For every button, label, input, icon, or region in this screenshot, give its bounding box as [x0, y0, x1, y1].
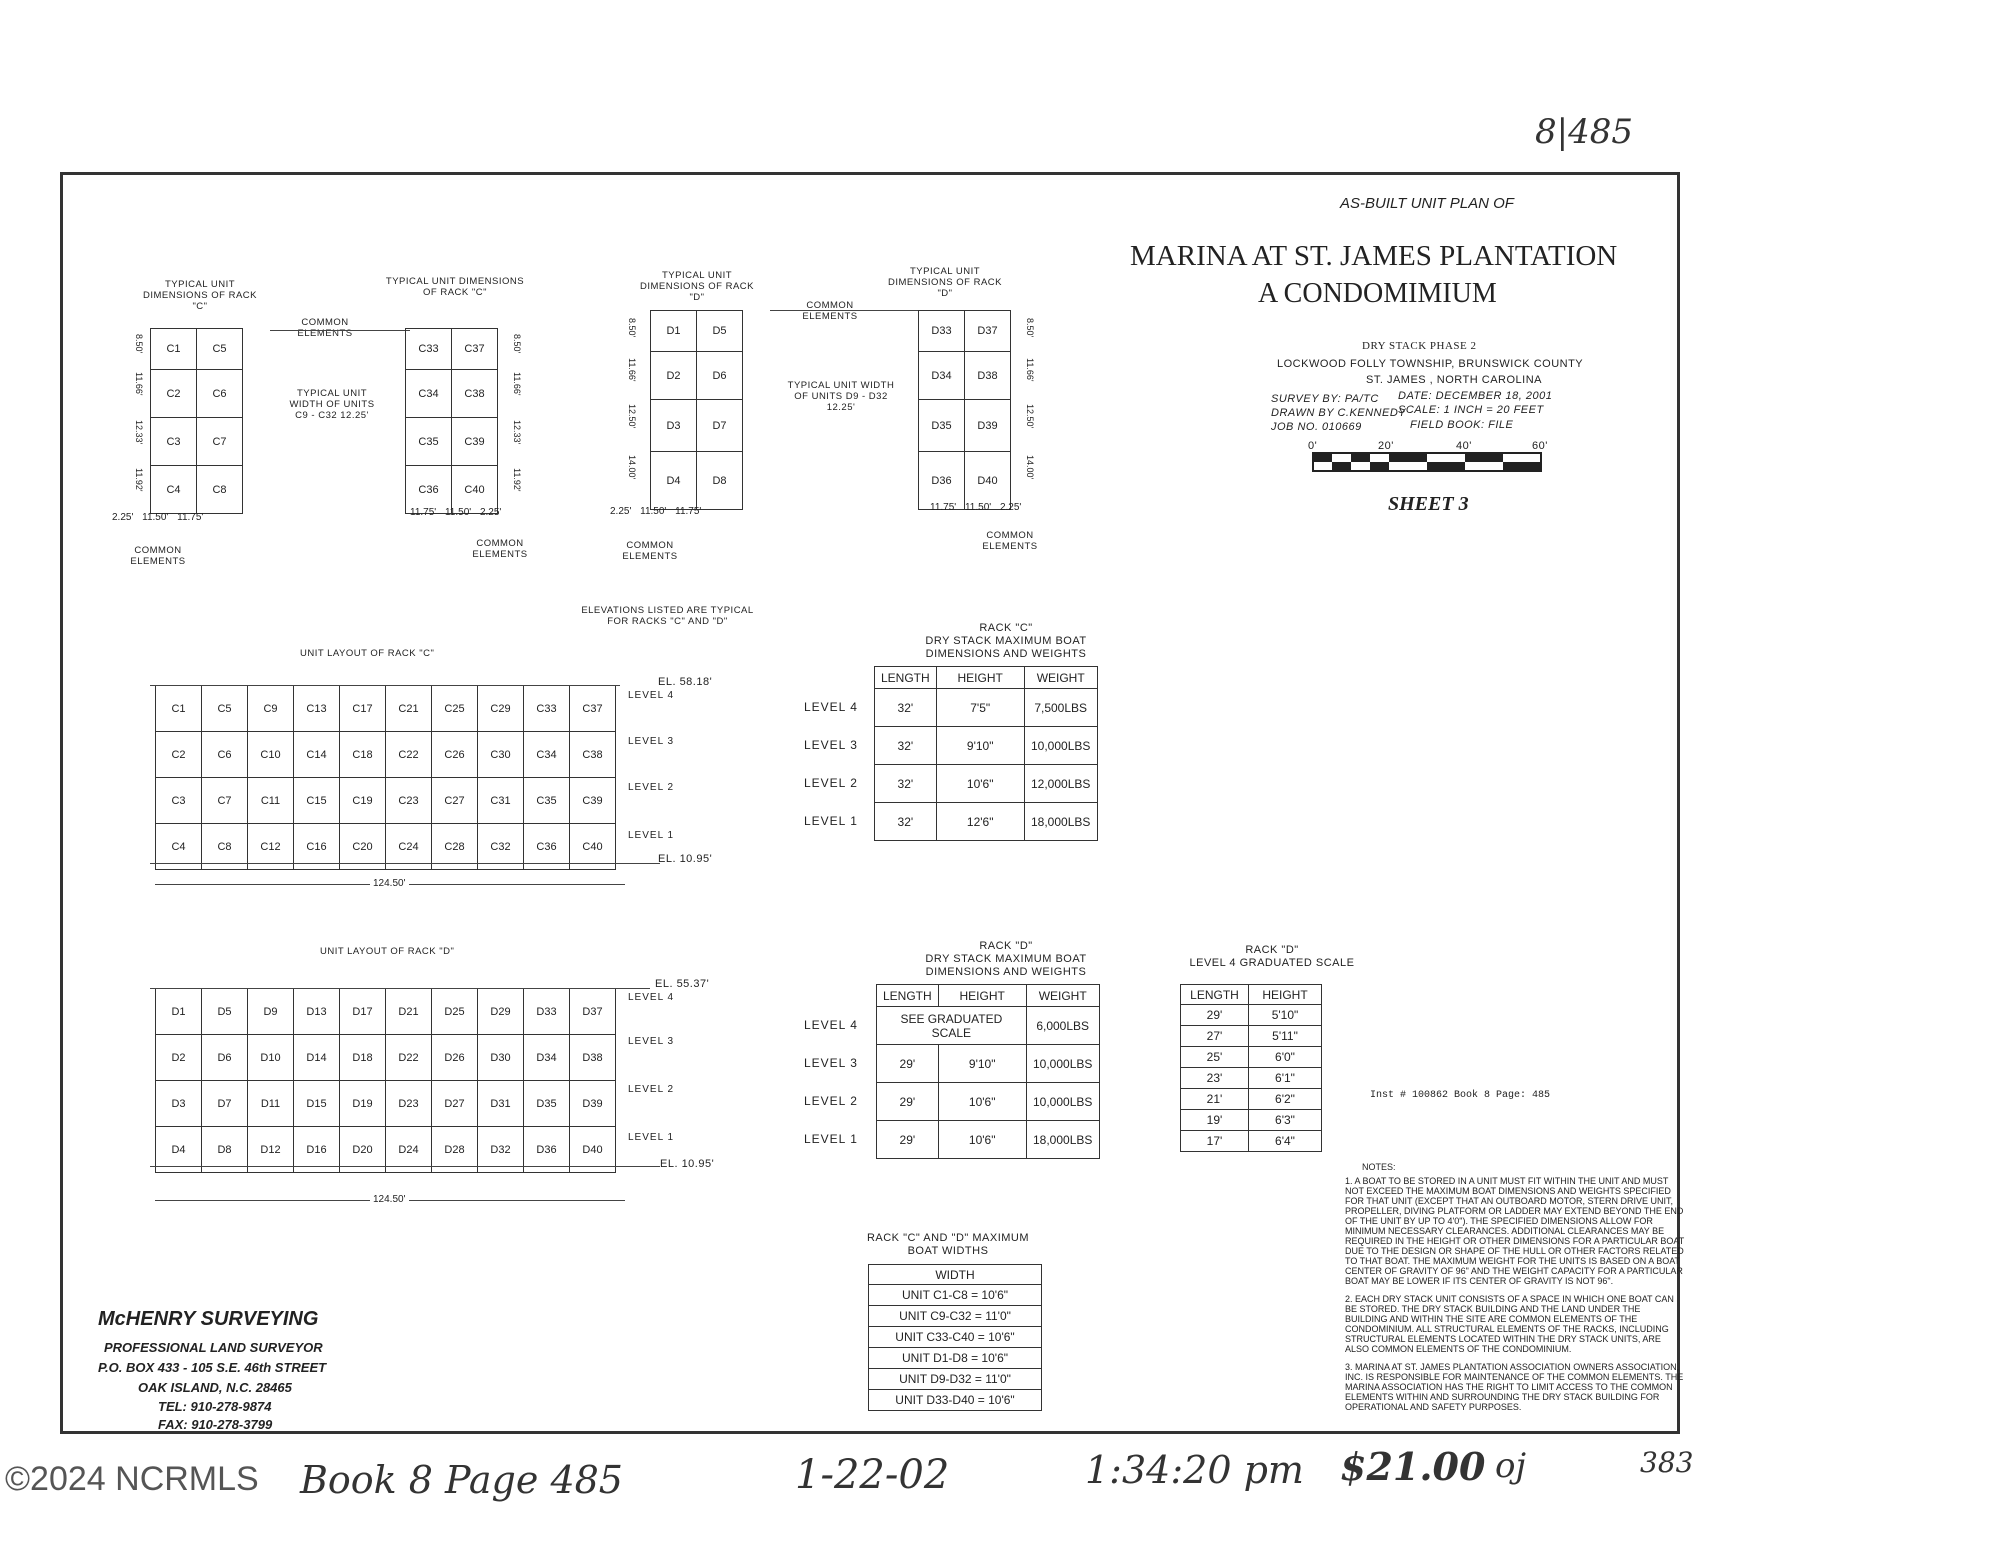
notes-list [1345, 1176, 1685, 1412]
typical-d-common-right: COMMON ELEMENTS [982, 530, 1038, 552]
title-line2: A CONDOMIMIUM [1258, 278, 1497, 309]
title-location2: ST. JAMES , NORTH CAROLINA [1366, 374, 1542, 386]
unit-cell: D33 [524, 989, 570, 1035]
unit-cell: C35 [524, 778, 570, 824]
unit-cell: D5 [202, 989, 248, 1035]
level-label: LEVEL 4 [804, 700, 858, 714]
unit-cell: D22 [386, 1035, 432, 1081]
unit-cell: C33 [524, 686, 570, 732]
table-cell: 7,500LBS [1024, 689, 1097, 727]
table-cell: 7'5" [936, 689, 1024, 727]
layout-d-el-bottom: EL. 10.95' [660, 1158, 715, 1170]
unit-cell: C4 [156, 824, 202, 870]
layout-c-width: 124.50' [370, 878, 409, 889]
widths-title-2: BOAT WIDTHS [907, 1245, 989, 1257]
unit-cell: D26 [432, 1035, 478, 1081]
table-cell: 10,000LBS [1026, 1083, 1099, 1121]
table-header: LENGTH [877, 985, 939, 1007]
unit-cell: C1 [151, 329, 197, 370]
scale-bar [1312, 452, 1544, 474]
unit-cell: C25 [432, 686, 478, 732]
graduated-scale-table [1180, 984, 1322, 1152]
unit-cell: C3 [156, 778, 202, 824]
field-book: FIELD BOOK: FILE [1410, 419, 1514, 431]
table-cell: SEE GRADUATED SCALE [877, 1007, 1027, 1045]
layout-d-title: UNIT LAYOUT OF RACK "D" [320, 946, 455, 957]
unit-cell: C27 [432, 778, 478, 824]
title-phase: DRY STACK PHASE 2 [1362, 340, 1477, 352]
unit-cell: D35 [524, 1081, 570, 1127]
rack-d-title-1: RACK "D" [979, 940, 1033, 952]
survey-date: DATE: DECEMBER 18, 2001 [1398, 390, 1553, 402]
layout-c-level-2: LEVEL 2 [628, 782, 675, 793]
surveyor-fax: FAX: 910-278-3799 [158, 1417, 273, 1432]
unit-cell: C40 [570, 824, 616, 870]
instrument-number: Inst # 100862 Book 8 Page: 485 [1370, 1090, 1551, 1101]
unit-cell: D19 [340, 1081, 386, 1127]
unit-cell: D15 [294, 1081, 340, 1127]
unit-cell: D14 [294, 1035, 340, 1081]
unit-cell: C38 [570, 732, 616, 778]
unit-cell: D20 [340, 1127, 386, 1173]
level-label: LEVEL 1 [804, 814, 858, 828]
typical-c-left-widths: 2.25' 11.50' 11.75' [112, 512, 204, 523]
table-cell: 5'11" [1249, 1026, 1322, 1047]
typical-c-height-4: 11.92' [134, 468, 144, 492]
layout-c-level-4: LEVEL 4 [628, 690, 675, 701]
unit-cell: D10 [248, 1035, 294, 1081]
unit-cell: C26 [432, 732, 478, 778]
table-cell: 10,000LBS [1026, 1045, 1099, 1083]
table-cell: 29' [877, 1083, 939, 1121]
typical-d-height-4: 14.00' [627, 455, 637, 480]
unit-cell: C13 [294, 686, 340, 732]
table-cell: 6'1" [1249, 1068, 1322, 1089]
unit-cell: D38 [965, 352, 1011, 400]
unit-cell: D8 [697, 452, 743, 510]
table-cell: UNIT C1-C8 = 10'6" [869, 1285, 1042, 1306]
scale-tick-40: 40' [1456, 440, 1472, 452]
unit-cell: D37 [570, 989, 616, 1035]
layout-c-title: UNIT LAYOUT OF RACK "C" [300, 648, 435, 659]
title-pre: AS-BUILT UNIT PLAN OF [1340, 195, 1514, 212]
surveyor-line2: P.O. BOX 433 - 105 S.E. 46th STREET [98, 1360, 327, 1375]
typical-d-right-title: TYPICAL UNIT DIMENSIONS OF RACK "D" [887, 266, 1003, 299]
unit-cell: C2 [156, 732, 202, 778]
table-header: WEIGHT [1026, 985, 1099, 1007]
unit-cell: D5 [697, 311, 743, 352]
typical-c-height-2: 11.66' [134, 372, 144, 396]
unit-cell: D1 [156, 989, 202, 1035]
table-header: HEIGHT [1249, 985, 1322, 1005]
typical-c-right-widths: 11.75' 11.50' 2.25' [410, 507, 502, 518]
unit-cell: C8 [202, 824, 248, 870]
table-cell: 6'4" [1249, 1131, 1322, 1152]
widths-title-1: RACK "C" AND "D" MAXIMUM [866, 1232, 1030, 1244]
unit-cell: C7 [202, 778, 248, 824]
level-label: LEVEL 2 [804, 776, 858, 790]
unit-cell: C8 [197, 466, 243, 514]
unit-cell: D18 [340, 1035, 386, 1081]
table-cell: UNIT D1-D8 = 10'6" [869, 1348, 1042, 1369]
table-cell: 10'6" [938, 1121, 1026, 1159]
sheet-number: SHEET 3 [1388, 493, 1469, 515]
unit-cell: C18 [340, 732, 386, 778]
table-cell: UNIT C33-C40 = 10'6" [869, 1327, 1042, 1348]
typical-d-right-widths: 11.75' 11.50' 2.25' [930, 502, 1022, 513]
unit-cell: C4 [151, 466, 197, 514]
unit-cell: C22 [386, 732, 432, 778]
typical-c-common-right: COMMON ELEMENTS [472, 538, 528, 560]
unit-cell: C34 [524, 732, 570, 778]
note-item: 2. EACH DRY STACK UNIT CONSISTS OF A SPACE IN WHICH ONE BOAT CAN BE STORED. THE DRY STACK BUILDING AND THE LAND UNDER THE BUILDING AND WITHIN THE SITE ARE COMMON ELEMENTS OF THE CONDOMINIUM. ALL STRUCTURAL ELEMENTS OF THE RACKS, INCLUDING STRUCTURAL ELEMENTS LOCATED WITHIN THE DRY STACK UNITS, ARE ALSO COMMON ELEMENTS OF THE CONDOMINIUM. [1345, 1294, 1674, 1354]
unit-cell: D3 [156, 1081, 202, 1127]
level-label: LEVEL 2 [804, 1094, 858, 1108]
rack-c-table-title [876, 622, 1136, 661]
table-cell: 27' [1181, 1026, 1249, 1047]
table-cell: 32' [875, 727, 937, 765]
unit-cell: D21 [386, 989, 432, 1035]
table-header: LENGTH [1181, 985, 1249, 1005]
table-cell: 29' [877, 1121, 939, 1159]
table-cell: 25' [1181, 1047, 1249, 1068]
graduated-title-2: LEVEL 4 GRADUATED SCALE [1189, 957, 1355, 969]
unit-cell: D4 [156, 1127, 202, 1173]
level-label: LEVEL 4 [804, 1018, 858, 1032]
layout-d-width: 124.50' [370, 1194, 409, 1205]
table-cell: 10'6" [938, 1083, 1026, 1121]
unit-cell: C6 [202, 732, 248, 778]
layout-c-el-top: EL. 58.18' [658, 676, 713, 688]
typical-d-right-grid [918, 310, 1011, 510]
rack-c-spec-table [874, 666, 1098, 841]
unit-cell: C12 [248, 824, 294, 870]
layout-d-level-2: LEVEL 2 [628, 1084, 675, 1095]
scale-tick-0: 0' [1308, 440, 1318, 452]
scale-tick-60: 60' [1532, 440, 1548, 452]
unit-cell: D25 [432, 989, 478, 1035]
layout-d-level-4: LEVEL 4 [628, 992, 675, 1003]
unit-cell: C15 [294, 778, 340, 824]
surveyor-line1: PROFESSIONAL LAND SURVEYOR [104, 1340, 323, 1355]
title-line1: MARINA AT ST. JAMES PLANTATION [1130, 240, 1618, 272]
watermark: ©2024 NCRMLS [5, 1460, 259, 1498]
typical-c-height-3: 12.33' [134, 420, 144, 445]
unit-cell: D32 [478, 1127, 524, 1173]
footer-book-page: Book 8 Page 485 [300, 1458, 623, 1502]
table-cell: 6,000LBS [1026, 1007, 1099, 1045]
rack-c-title-2: DRY STACK MAXIMUM BOAT [925, 635, 1087, 647]
footer-fee: $21.00 [1340, 1444, 1486, 1489]
unit-cell: C31 [478, 778, 524, 824]
unit-cell: C32 [478, 824, 524, 870]
typical-d-left-title: TYPICAL UNIT DIMENSIONS OF RACK "D" [639, 270, 755, 303]
typical-d-common-top: COMMON ELEMENTS [802, 300, 858, 322]
title-location1: LOCKWOOD FOLLY TOWNSHIP, BRUNSWICK COUNTY [1277, 358, 1584, 370]
unit-cell: C19 [340, 778, 386, 824]
unit-cell: D13 [294, 989, 340, 1035]
typical-c-left-title: TYPICAL UNIT DIMENSIONS OF RACK "C" [142, 279, 258, 312]
surveyor-line3: OAK ISLAND, N.C. 28465 [138, 1380, 292, 1395]
unit-cell: D7 [202, 1081, 248, 1127]
table-header: LENGTH [875, 667, 937, 689]
unit-cell: D7 [697, 400, 743, 452]
table-header: HEIGHT [938, 985, 1026, 1007]
drawn-by: DRAWN BY C.KENNEDY [1271, 407, 1407, 419]
unit-cell: C30 [478, 732, 524, 778]
layout-d-grid [155, 988, 616, 1173]
table-header: HEIGHT [936, 667, 1024, 689]
table-cell: 32' [875, 803, 937, 841]
unit-cell: C36 [524, 824, 570, 870]
footer-initials: oj [1495, 1446, 1527, 1486]
table-cell: 17' [1181, 1131, 1249, 1152]
typical-c-right-title: TYPICAL UNIT DIMENSIONS OF RACK "C" [385, 276, 525, 298]
unit-cell: D38 [570, 1035, 616, 1081]
table-cell: 21' [1181, 1089, 1249, 1110]
rack-d-title-3: DIMENSIONS AND WEIGHTS [925, 966, 1087, 978]
unit-cell: C6 [197, 370, 243, 418]
unit-cell: C40 [452, 466, 498, 514]
typical-c-height-1: 8.50' [134, 334, 144, 354]
unit-cell: C9 [248, 686, 294, 732]
unit-cell: D39 [965, 400, 1011, 452]
unit-cell: C35 [406, 418, 452, 466]
layout-c-el-bottom: EL. 10.95' [658, 853, 713, 865]
unit-cell: C7 [197, 418, 243, 466]
typical-d-left-grid [650, 310, 743, 510]
level-label: LEVEL 1 [804, 1132, 858, 1146]
table-cell: 19' [1181, 1110, 1249, 1131]
unit-cell: C17 [340, 686, 386, 732]
survey-by: SURVEY BY: PA/TC [1271, 393, 1379, 405]
unit-cell: D36 [524, 1127, 570, 1173]
unit-cell: D9 [248, 989, 294, 1035]
rack-d-spec-table [876, 984, 1100, 1159]
typical-d-right-height-3: 12.50' [1025, 404, 1035, 429]
unit-cell: D12 [248, 1127, 294, 1173]
table-cell: 5'10" [1249, 1005, 1322, 1026]
note-item: 3. MARINA AT ST. JAMES PLANTATION ASSOCIATION OWNERS ASSOCIATION, INC. IS RESPONSIBLE FOR MAINTENANCE OF THE COMMON ELEMENTS. THE MARINA ASSOCIATION HAS THE RIGHT TO LIMIT ACCESS TO THE COMMON ELEMENTS WITHIN AND SURROUNDING THE DRY STACK BUILDING FOR OPERATIONAL AND SAFETY PURPOSES. [1345, 1362, 1684, 1412]
unit-cell: D1 [651, 311, 697, 352]
table-cell: 6'3" [1249, 1110, 1322, 1131]
unit-cell: D36 [919, 452, 965, 510]
rack-c-title-1: RACK "C" [979, 622, 1033, 634]
unit-cell: C11 [248, 778, 294, 824]
unit-cell: D31 [478, 1081, 524, 1127]
typical-d-width-note: TYPICAL UNIT WIDTH OF UNITS D9 - D32 12.25' [787, 380, 895, 413]
typical-c-right-height-2: 11.66' [512, 372, 522, 396]
typical-d-height-1: 8.50' [627, 318, 637, 338]
unit-cell: D8 [202, 1127, 248, 1173]
scale-tick-20: 20' [1378, 440, 1394, 452]
unit-cell: C29 [478, 686, 524, 732]
unit-cell: D30 [478, 1035, 524, 1081]
elevations-note: ELEVATIONS LISTED ARE TYPICAL FOR RACKS "C" AND "D" [581, 605, 754, 627]
widths-title [858, 1232, 1038, 1258]
layout-c-grid [155, 685, 616, 870]
table-cell: 18,000LBS [1024, 803, 1097, 841]
unit-cell: D6 [697, 352, 743, 400]
typical-d-left-widths: 2.25' 11.50' 11.75' [610, 506, 702, 517]
scale-text: SCALE: 1 INCH = 20 FEET [1398, 404, 1544, 416]
unit-cell: D28 [432, 1127, 478, 1173]
table-cell: UNIT D9-D32 = 11'0" [869, 1369, 1042, 1390]
page-reference-note: 8|485 [1535, 112, 1633, 152]
typical-c-right-grid [405, 328, 498, 514]
unit-cell: D2 [651, 352, 697, 400]
typical-d-right-height-1: 8.50' [1025, 318, 1035, 338]
table-cell: 23' [1181, 1068, 1249, 1089]
table-cell: 9'10" [938, 1045, 1026, 1083]
typical-c-common-left: COMMON ELEMENTS [130, 545, 186, 567]
unit-cell: D37 [965, 311, 1011, 352]
table-cell: 12,000LBS [1024, 765, 1097, 803]
typical-c-right-height-4: 11.92' [512, 468, 522, 492]
unit-cell: C28 [432, 824, 478, 870]
unit-cell: D4 [651, 452, 697, 510]
table-cell: 10'6" [936, 765, 1024, 803]
unit-cell: C5 [197, 329, 243, 370]
typical-c-right-height-1: 8.50' [512, 334, 522, 354]
unit-cell: C33 [406, 329, 452, 370]
typical-d-common-left: COMMON ELEMENTS [622, 540, 678, 562]
typical-d-right-height-2: 11.66' [1025, 358, 1035, 382]
unit-cell: C10 [248, 732, 294, 778]
footer-time: 1:34:20 pm [1085, 1448, 1304, 1492]
unit-cell: D16 [294, 1127, 340, 1173]
typical-d-height-3: 12.50' [627, 404, 637, 429]
rack-d-title-2: DRY STACK MAXIMUM BOAT [925, 953, 1087, 965]
unit-cell: C16 [294, 824, 340, 870]
level-label: LEVEL 3 [804, 1056, 858, 1070]
unit-cell: D35 [919, 400, 965, 452]
unit-cell: C39 [452, 418, 498, 466]
typical-c-width-note: TYPICAL UNIT WIDTH OF UNITS C9 - C32 12.25' [289, 388, 375, 421]
table-cell: 29' [877, 1045, 939, 1083]
typical-c-left-grid [150, 328, 243, 514]
footer-number: 383 [1640, 1446, 1694, 1479]
footer-date: 1-22-02 [795, 1452, 950, 1498]
unit-cell: D33 [919, 311, 965, 352]
unit-cell: D2 [156, 1035, 202, 1081]
unit-cell: C39 [570, 778, 616, 824]
table-cell: 32' [875, 689, 937, 727]
unit-cell: C21 [386, 686, 432, 732]
unit-cell: D6 [202, 1035, 248, 1081]
unit-cell: C3 [151, 418, 197, 466]
table-cell: 12'6" [936, 803, 1024, 841]
unit-cell: C34 [406, 370, 452, 418]
table-cell: 32' [875, 765, 937, 803]
unit-cell: C2 [151, 370, 197, 418]
job-number: JOB NO. 010669 [1271, 421, 1362, 433]
surveyor-tel: TEL: 910-278-9874 [158, 1399, 272, 1414]
unit-cell: C20 [340, 824, 386, 870]
unit-cell: D40 [965, 452, 1011, 510]
typical-c-common-top: COMMON ELEMENTS [297, 317, 353, 339]
layout-d-el-top: EL. 55.37' [655, 978, 710, 990]
boat-widths-table [868, 1264, 1042, 1411]
layout-c-level-3: LEVEL 3 [628, 736, 675, 747]
table-cell: 18,000LBS [1026, 1121, 1099, 1159]
layout-d-level-3: LEVEL 3 [628, 1036, 675, 1047]
unit-cell: D39 [570, 1081, 616, 1127]
table-cell: 10,000LBS [1024, 727, 1097, 765]
layout-d-level-1: LEVEL 1 [628, 1132, 675, 1143]
unit-cell: C37 [570, 686, 616, 732]
rack-d-table-title [876, 940, 1136, 979]
unit-cell: C36 [406, 466, 452, 514]
unit-cell: D11 [248, 1081, 294, 1127]
unit-cell: D23 [386, 1081, 432, 1127]
unit-cell: D24 [386, 1127, 432, 1173]
unit-cell: C1 [156, 686, 202, 732]
unit-cell: D27 [432, 1081, 478, 1127]
unit-cell: C37 [452, 329, 498, 370]
unit-cell: C14 [294, 732, 340, 778]
typical-d-height-2: 11.66' [627, 358, 637, 382]
layout-c-level-1: LEVEL 1 [628, 830, 675, 841]
rack-c-title-3: DIMENSIONS AND WEIGHTS [925, 648, 1087, 660]
unit-cell: D40 [570, 1127, 616, 1173]
typical-d-right-height-4: 14.00' [1025, 455, 1035, 480]
unit-cell: D34 [524, 1035, 570, 1081]
table-cell: 6'0" [1249, 1047, 1322, 1068]
graduated-title [1172, 944, 1372, 970]
unit-cell: C23 [386, 778, 432, 824]
typical-c-right-height-3: 12.33' [512, 420, 522, 445]
table-cell: 9'10" [936, 727, 1024, 765]
table-cell: 6'2" [1249, 1089, 1322, 1110]
table-cell: UNIT C9-C32 = 11'0" [869, 1306, 1042, 1327]
unit-cell: C24 [386, 824, 432, 870]
notes-title: NOTES: [1362, 1162, 1396, 1172]
unit-cell: D3 [651, 400, 697, 452]
level-label: LEVEL 3 [804, 738, 858, 752]
unit-cell: D29 [478, 989, 524, 1035]
note-item: 1. A BOAT TO BE STORED IN A UNIT MUST FIT WITHIN THE UNIT AND MUST NOT EXCEED THE MAXIMUM BOAT DIMENSIONS AND WEIGHTS SPECIFIED FOR THAT UNIT (EXCEPT THAT AN OUTBOARD MOTOR, STERN DRIVE UNIT, PROPELLER, DIVING PLATFORM OR LADDER MAY EXTEND BEYOND THE END OF THE UNIT BY UP TO 4'0"). THE SPECIFIED DIMENSIONS ALLOW FOR MINIMUM NECESSARY CLEARANCES. ADDITIONAL CLEARANCES MAY BE REQUIRED IN THE HEIGHT OR OTHER DIMENSIONS FOR A PARTICULAR BOAT DUE TO THE DESIGN OR SHAPE OF THE HULL OR OTHER FACTORS RELATED TO THAT BOAT. THE MAXIMUM WEIGHT FOR THE UNITS IS BASED ON A BOAT CENTER OF GRAVITY OF 96" AND THE WEIGHT CAPACITY FOR A PARTICULAR BOAT MAY BE LOWER IF ITS CENTER OF GRAVITY IS NOT 96". [1345, 1176, 1685, 1286]
table-header: WIDTH [869, 1265, 1042, 1285]
graduated-title-1: RACK "D" [1245, 944, 1299, 956]
unit-cell: C5 [202, 686, 248, 732]
surveyor-name: McHENRY SURVEYING [98, 1308, 319, 1330]
unit-cell: C38 [452, 370, 498, 418]
table-cell: UNIT D33-D40 = 10'6" [869, 1390, 1042, 1411]
unit-cell: D17 [340, 989, 386, 1035]
unit-cell: D34 [919, 352, 965, 400]
table-cell: 29' [1181, 1005, 1249, 1026]
table-header: WEIGHT [1024, 667, 1097, 689]
